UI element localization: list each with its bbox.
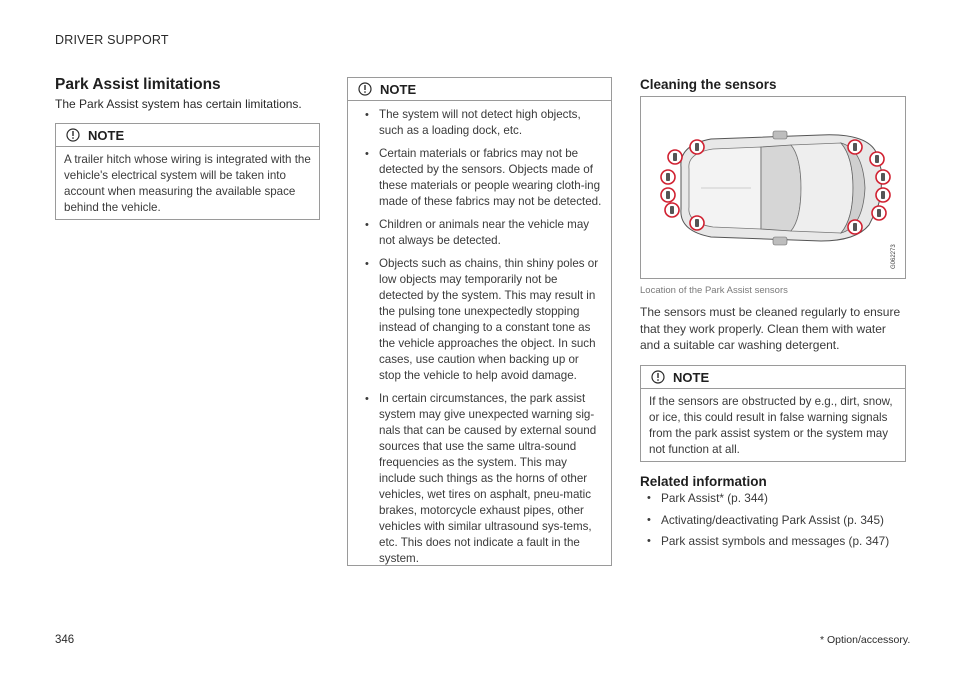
related-link-park-assist[interactable]: • Park Assist* (p. 344) — [640, 490, 910, 507]
related-information-title: Related information — [640, 474, 767, 489]
note-header — [348, 78, 611, 101]
note-text: A trailer hitch whose wiring is integrated with the vehicle's electrical system will be taken into account when measuring the available space behind the vehicle. — [64, 153, 311, 214]
sensor-location-figure — [640, 96, 906, 279]
figure-code: G062273 — [891, 244, 897, 269]
list-item: • In certain circumstances, the park assist system may give unexpected warning sig-nals that can be caused by external sound sources that use the same ultra-sound frequencies as the system. This may include such things as the horns of other vehicles, wet tires on asphalt, pneu-matic brakes, motorcycle exhaust pipes, other vehicles with similar ultrasound sys-tems, etc. This does not indicate a fault in the system. — [358, 391, 603, 567]
list-item: • Children or animals near the vehicle may not always be detected. — [358, 217, 603, 249]
section-title-limitations: Park Assist limitations — [55, 76, 221, 93]
note-header — [56, 124, 319, 147]
section-title-cleaning: Cleaning the sensors — [640, 77, 777, 92]
related-links-list — [640, 490, 910, 555]
car-top-view-illustration — [641, 97, 905, 278]
note-label: NOTE — [380, 81, 417, 97]
info-icon — [651, 370, 665, 384]
figure-caption: Location of the Park Assist sensors — [640, 285, 788, 296]
related-link-activating[interactable]: • Activating/deactivating Park Assist (p. 345) — [640, 512, 910, 529]
note-box-trailer — [55, 123, 320, 220]
limitations-list — [348, 101, 611, 567]
note-box-obstruction — [640, 365, 906, 462]
note-label: NOTE — [673, 369, 710, 385]
info-icon — [66, 128, 80, 142]
info-icon — [358, 82, 372, 96]
list-item: • Objects such as chains, thin shiny poles or low objects may temporarily not be detected by the system. This may result in the pulsing tone unexpectedly stopping instead of changing to a constant tone as the vehicle approaches the object. In such cases, use caution when backing up or stop the vehicle to help avoid damage. — [358, 256, 603, 384]
cleaning-text: The sensors must be cleaned regularly to ensure that they work properly. Clean them with water and a suitable car washing detergent. — [640, 305, 901, 352]
intro-text: The Park Assist system has certain limitations. — [55, 97, 302, 111]
list-item: • Certain materials or fabrics may not be detected by the sensors. Objects made of these materials or people wearing cloth-ing made of these fabrics may not be detected. — [358, 146, 603, 210]
note-text: If the sensors are obstructed by e.g., dirt, snow, or ice, this could result in false warning signals from the park assist system or the system may not function at all. — [649, 395, 893, 456]
footnote: * Option/accessory. — [820, 634, 911, 646]
note-header — [641, 366, 905, 389]
related-link-symbols[interactable]: • Park assist symbols and messages (p. 347) — [640, 533, 910, 550]
note-box-limitations — [347, 77, 612, 566]
section-header: DRIVER SUPPORT — [55, 33, 169, 47]
note-label: NOTE — [88, 127, 125, 143]
list-item: • The system will not detect high objects, such as a loading dock, etc. — [358, 107, 603, 139]
page-number: 346 — [55, 634, 75, 646]
